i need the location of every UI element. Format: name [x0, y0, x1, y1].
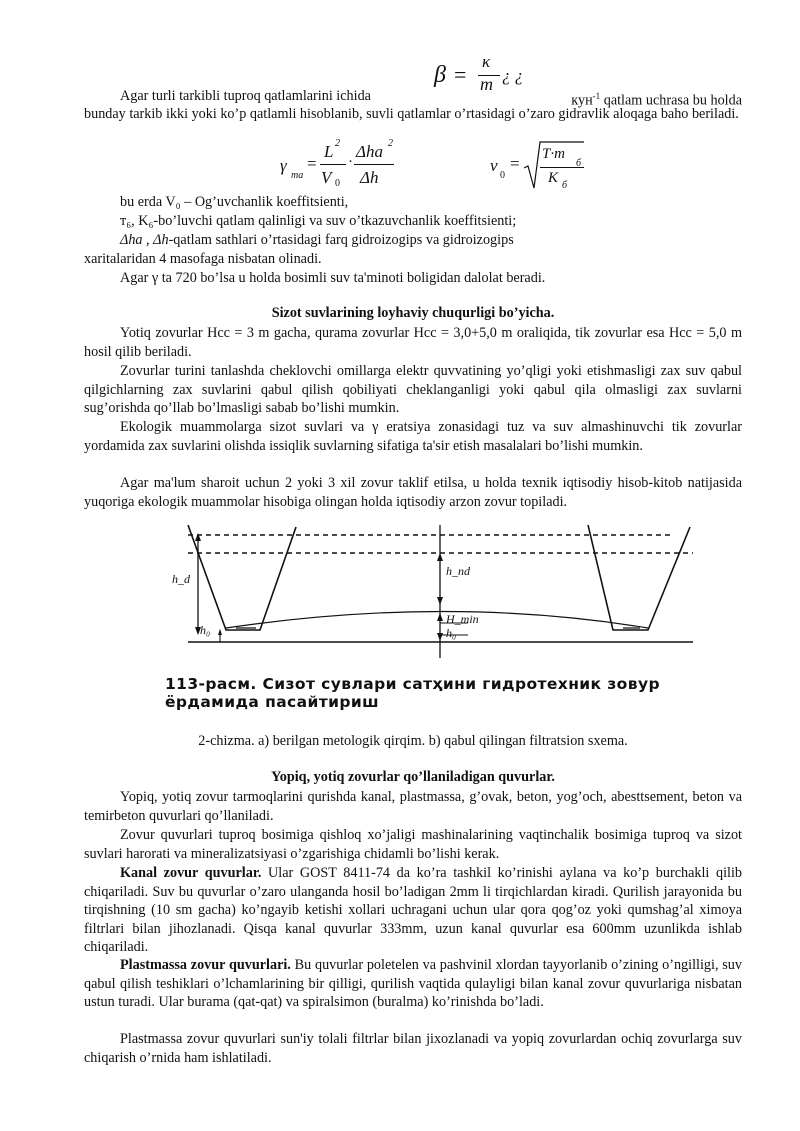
section-heading-2: Yopiq, yotiq zovurlar qo’llaniladigan quvurlar. [271, 769, 555, 785]
drainage-cross-section-figure [168, 525, 698, 685]
def-line1: bu erda V₀ – Og’uvchanlik koeffitsienti, [120, 194, 349, 210]
intro-rest: bunday tarkib ikki yoki ko’p qatlamli hisoblanib, suvli qatlamlar o’rtasidagi o’zaro gidravlik aloqaga baho beriladi. [84, 106, 739, 122]
gamma-formula: γ ma = L 2 V 0 · Δha 2 Δh [280, 138, 393, 189]
section-heading-1: Sizot suvlarining loyhaviy chuqurligi bo’yicha. [271, 305, 555, 321]
def-line2: т₆, K₆-bo’luvchi qatlam qalinligi va suv o’tkazuvchanlik koeffitsienti; [120, 213, 517, 229]
section1-p3: Ekologik muammolarga sizot suvlari va γ eratsiya zonasidagi tuz va suv almashinuvchi tik zovurlar yordamida zax suvlarini olishda issiqlik suvlarning sifatiga ta'sir etish masalalari bo’lishi mumkin. [84, 419, 742, 454]
intro-line1: Agar turli tarkibli tuproq qatlamlarini ichida [120, 88, 371, 104]
figure-caption: 2-chizma. a) berilgan metologik qirqim. b) qabul qilingan filtratsion sxema. [198, 733, 628, 749]
label-hmin: H_min [446, 612, 479, 626]
beta-tail: ¿ ¿ [502, 66, 524, 85]
intro-line1-right: кун$^{-1}$ qatlam uchrasa bu holda [571, 91, 742, 109]
velocity-formula: ν 0 = T·m б K б [490, 138, 590, 192]
right-trench [588, 525, 690, 630]
section1-p4: Agar ma'lum sharoit uchun 2 yoki 3 xil zovur taklif etilsa, u holda texnik iqtisodiy hisob-kitob natijasida yuqoriga ekologik muammolar hisobiga olingan holda iqtisodiy arzon zovur topiladi. [84, 475, 742, 510]
section2-p3: Kanal zovur quvurlar. Ular GOST 8411-74 da ko’ra tashkil ko’rinishi aylana va ko’p burchakli qilib chiqariladi. Suv bu quvurlar o’zaro ulanganda hosil bo’ladigan 2mm li tirqichlardan kiradi. Qurilish jarayonida bu tirqishning (10 sm gacha) ko’ngayib ketishi xollari uchragani uchun ular qora qog’oz yoki qumshag’al ximoya filtrlari bilan jihozlanadi. Qisqa kanal quvurlar 333mm, uzun kanal quvurlar esa 600mm uzunlikda ishlab chiqariladi. [84, 865, 742, 956]
section2-p4: Plastmassa zovur quvurlari. Bu quvurlar poletelen va pashvinil xlordan tayyorlanib o’zining o’ngilligi, suv qabul qilish teshiklari o’lchamlarining bir qilligi, qurilish vaqtida qulayligi bilan kanal zovur quvurlariga nisbatan ustun turadi. Ular burama (qat-qat) va spiralsimon (buralma) ko’rinishda bo’ladi. [84, 957, 742, 1011]
label-hnd: h_nd [446, 564, 470, 578]
label-h0-left: h₀ [200, 623, 211, 637]
def-line3: Δha , Δh-qatlam sathlari o’rtasidagi farq gidroizogips va gidroizogips [120, 232, 514, 248]
section2-p5: Plastmassa zovur quvurlari sun'iy tolali filtrlar bilan jixozlanadi va yopiq zovurlardan ochiq zovurlarga suv chiqarish o’rnida ham ishlatiladi. [84, 1031, 742, 1066]
label-hd: h_d [172, 572, 190, 586]
beta-denominator: m [480, 74, 493, 94]
section1-p1: Yotiq zovurlar Hcc = 3 m gacha, qurama zovurlar Hcc = 3,0+5,0 m oraliqida, tik zovurlar esa Hcc = 5,0 m hosil qilib beriladi. [84, 325, 742, 360]
left-trench [188, 525, 296, 630]
beta-eq: = [454, 62, 467, 87]
beta-numerator: κ [482, 52, 491, 71]
section1-p2: Zovurlar turini tanlashda cheklovchi omillarga elektr quvvatining yo’qligi yoki etishmasligi zax suv qabul qilgichlarning zax suvlarini qabul qilish qobiliyati cheklanganligi yoki qabul qila olmasligi zax suvlarni sug’orishda qo’llab bo’lmasligi sabab bo’lishi mumkin. [84, 363, 742, 417]
section2-p1: Yopiq, yotiq zovur tarmoqlarini qurishda kanal, plastmassa, g’ovak, beton, yog’och, abesttsement, beton va temirbeton quvurlari qo’llaniladi. [84, 789, 742, 824]
section2-p2: Zovur quvurlari tuproq bosimiga qishloq xo’jaligi mashinalarining vaqtinchalik bosimiga tuproq va sizot suvlari harorati va mineralizatsiyasi o’zgarishiga chidamli bo’lishi kerak. [84, 827, 742, 862]
def-line5: Agar γ ta 720 bo’lsa u holda bosimli suv ta'minoti boligidan dalolat beradi. [120, 270, 546, 286]
drawdown-curve [226, 612, 648, 629]
def-line4: xaritalaridan 4 masofaga nisbatan olinadi. [84, 251, 322, 267]
label-h0-center: h₀ [446, 626, 457, 640]
figure-caption-cyrillic: 113-расм. Сизот сувлари сатҳини гидротехник зовур ёрдамида пасайтириш [165, 675, 660, 711]
beta-lhs: β [434, 62, 446, 88]
